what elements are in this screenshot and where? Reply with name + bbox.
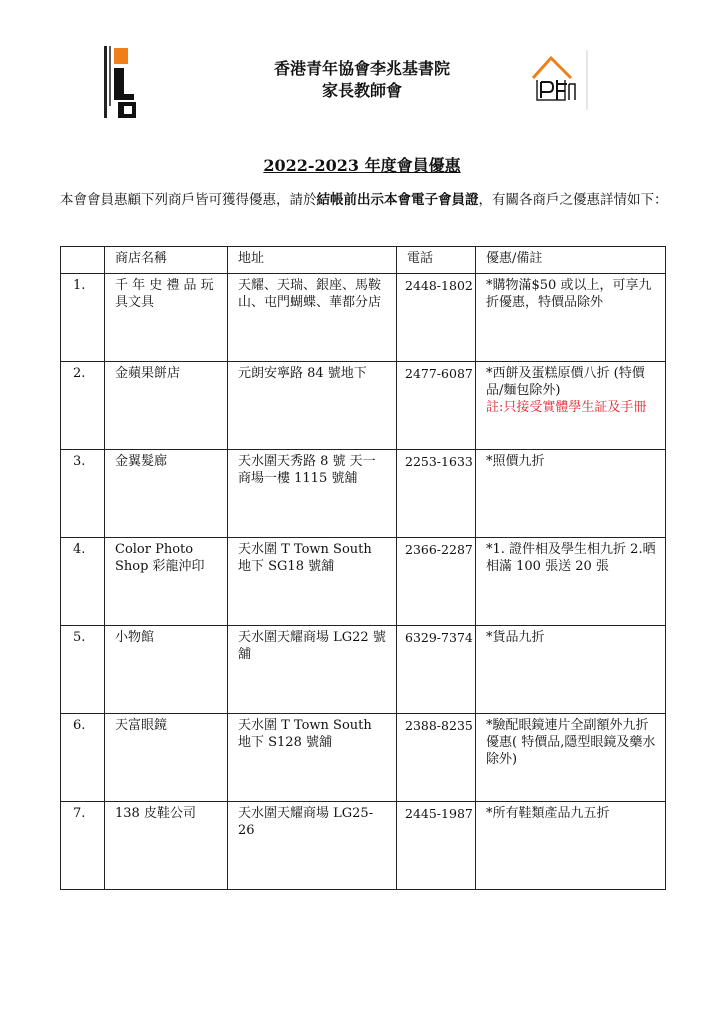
header-address: 地址 — [228, 247, 397, 274]
table-row — [61, 802, 666, 890]
shop-phone: 2253-1633 — [397, 450, 476, 538]
header-no — [61, 247, 105, 274]
shop-name: 金翼髮廊 — [105, 450, 228, 538]
shop-address: 天水圍天耀商場 LG25-26 — [228, 802, 397, 890]
shop-address: 天水圍 T Town South 地下 SG18 號舖 — [228, 538, 397, 626]
offer-text: *貨品九折 — [486, 630, 545, 645]
row-number: 3. — [61, 450, 105, 538]
shop-address: 元朗安寧路 84 號地下 — [228, 362, 397, 450]
shop-phone: 2445-1987 — [397, 802, 476, 890]
row-number: 1. — [61, 274, 105, 362]
intro-bold: 結帳前出示本會電子會員證 — [316, 192, 479, 208]
shop-phone: 2477-6087 — [397, 362, 476, 450]
shop-name: 138 皮鞋公司 — [105, 802, 228, 890]
offer-note: 註:只接受實體學生証及手冊 — [486, 400, 647, 415]
shop-offer — [476, 450, 666, 538]
table-row — [61, 714, 666, 802]
table-row — [61, 362, 666, 450]
table-row — [61, 626, 666, 714]
table-header-row — [61, 247, 666, 274]
offer-text: *照價九折 — [486, 454, 545, 469]
shop-offer — [476, 802, 666, 890]
shop-address: 天耀、天瑞、銀座、馬鞍山、屯門蝴蝶、華都分店 — [228, 274, 397, 362]
header-offer: 優惠/備註 — [476, 247, 666, 274]
shop-address: 天水圍天耀商場 LG22 號舖 — [228, 626, 397, 714]
shop-name: 小物館 — [105, 626, 228, 714]
shop-offer — [476, 362, 666, 450]
header-phone: 電話 — [397, 247, 476, 274]
shop-address: 天水圍天秀路 8 號 天一商場一樓 1115 號舖 — [228, 450, 397, 538]
shop-offer — [476, 714, 666, 802]
table-row — [61, 450, 666, 538]
shop-address: 天水圍 T Town South 地下 S128 號舖 — [228, 714, 397, 802]
merchant-table — [60, 246, 666, 890]
shop-offer — [476, 274, 666, 362]
association-name: 家長教師會 — [321, 81, 402, 100]
offer-text: *西餅及蛋糕原價八折 (特價品/麵包除外) — [486, 366, 645, 398]
org-name: 香港青年協會李兆基書院 — [273, 59, 450, 78]
shop-phone: 2388-8235 — [397, 714, 476, 802]
shop-name: 金蘋果餅店 — [105, 362, 228, 450]
intro-text-1: 本會會員惠顧下列商戶皆可獲得優惠，請於 — [60, 192, 317, 208]
offer-text: *驗配眼鏡連片全副額外九折優惠( 特價品,隱型眼鏡及藥水除外) — [486, 718, 656, 767]
shop-name: Color Photo Shop 彩龍沖印 — [105, 538, 228, 626]
row-number: 4. — [61, 538, 105, 626]
row-number: 2. — [61, 362, 105, 450]
row-number: 5. — [61, 626, 105, 714]
header — [0, 58, 724, 102]
shop-offer — [476, 626, 666, 714]
row-number: 6. — [61, 714, 105, 802]
shop-phone: 2448-1802 — [397, 274, 476, 362]
intro-text-2: ，有關各商戶之優惠詳情如下： — [478, 192, 668, 208]
table-row — [61, 274, 666, 362]
shop-name: 千 年 史 禮 品 玩具文具 — [105, 274, 228, 362]
shop-offer — [476, 538, 666, 626]
intro-paragraph — [60, 190, 670, 210]
header-shop-name: 商店名稱 — [105, 247, 228, 274]
table-row — [61, 538, 666, 626]
page-title: 2022-2023 年度會員優惠 — [263, 156, 461, 175]
offer-text: *購物滿$50 或以上，可享九折優惠，特價品除外 — [486, 278, 652, 310]
shop-phone: 6329-7374 — [397, 626, 476, 714]
shop-name: 天富眼鏡 — [105, 714, 228, 802]
offer-text: *1. 證件相及學生相九折 2.晒相滿 100 張送 20 張 — [486, 542, 656, 574]
row-number: 7. — [61, 802, 105, 890]
offer-text: *所有鞋類產品九五折 — [486, 806, 610, 821]
shop-phone: 2366-2287 — [397, 538, 476, 626]
